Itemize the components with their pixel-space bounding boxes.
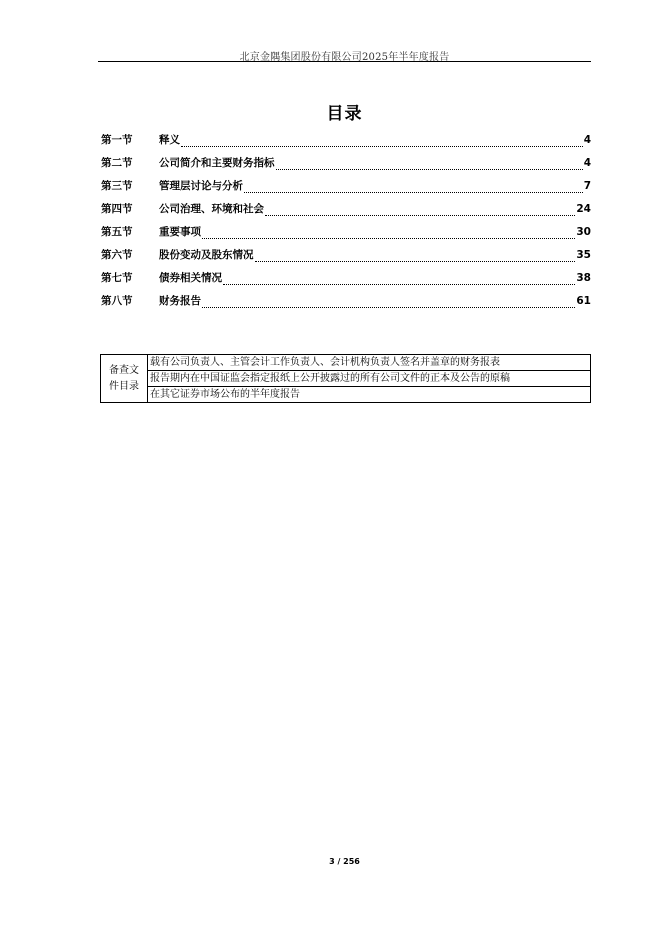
toc-page-number: 7 xyxy=(583,180,591,192)
toc-page-number: 4 xyxy=(583,134,591,146)
toc-section-number: 第八节 xyxy=(101,295,133,307)
toc-section-number: 第五节 xyxy=(101,226,133,238)
toc-page-number: 30 xyxy=(576,226,591,238)
toc-section-name: 重要事项 xyxy=(159,226,201,238)
toc-page-number: 38 xyxy=(576,272,591,284)
reference-docs-label-line: 备查文 xyxy=(109,364,139,376)
toc-section-name: 股份变动及股东情况 xyxy=(159,249,254,261)
toc-page-number: 61 xyxy=(576,295,591,307)
toc-dot-leader xyxy=(202,307,575,308)
reference-doc-item: 在其它证券市场公布的半年度报告 xyxy=(148,387,591,403)
toc-section-number: 第一节 xyxy=(101,134,133,146)
reference-docs-label-line: 件目录 xyxy=(109,380,139,392)
toc-section-name: 公司治理、环境和社会 xyxy=(159,203,264,215)
table-of-contents xyxy=(101,132,591,316)
toc-section-name: 释义 xyxy=(159,134,180,146)
toc-page-number: 24 xyxy=(576,203,591,215)
running-header: 北京金隅集团股份有限公司2025年半年度报告 xyxy=(239,52,450,63)
toc-section-name: 财务报告 xyxy=(159,295,201,307)
reference-docs-label xyxy=(101,355,148,403)
toc-entry[interactable] xyxy=(101,247,591,270)
page-number-footer: 3 / 256 xyxy=(329,857,360,866)
reference-doc-item: 报告期内在中国证监会指定报纸上公开披露过的所有公司文件的正本及公告的原稿 xyxy=(148,371,591,387)
toc-entry[interactable] xyxy=(101,201,591,224)
table-row xyxy=(101,355,591,371)
toc-entry[interactable] xyxy=(101,178,591,201)
table-row xyxy=(101,387,591,403)
toc-dot-leader xyxy=(181,146,583,147)
toc-dot-leader xyxy=(244,192,583,193)
toc-section-number: 第四节 xyxy=(101,203,133,215)
toc-section-name: 管理层讨论与分析 xyxy=(159,180,243,192)
toc-section-name: 债券相关情况 xyxy=(159,272,222,284)
toc-section-number: 第七节 xyxy=(101,272,133,284)
toc-dot-leader xyxy=(265,215,575,216)
toc-section-number: 第二节 xyxy=(101,157,133,169)
table-row xyxy=(101,371,591,387)
toc-entry[interactable] xyxy=(101,293,591,316)
toc-dot-leader xyxy=(202,238,575,239)
toc-page-number: 35 xyxy=(576,249,591,261)
toc-section-number: 第三节 xyxy=(101,180,133,192)
toc-section-name: 公司简介和主要财务指标 xyxy=(159,157,275,169)
toc-dot-leader xyxy=(223,284,575,285)
reference-documents-table xyxy=(100,354,591,403)
header-divider xyxy=(98,61,591,62)
toc-entry[interactable] xyxy=(101,132,591,155)
reference-doc-item: 载有公司负责人、主管会计工作负责人、会计机构负责人签名并盖章的财务报表 xyxy=(148,355,591,371)
toc-entry[interactable] xyxy=(101,224,591,247)
toc-dot-leader xyxy=(276,169,583,170)
toc-title: 目录 xyxy=(326,104,363,124)
toc-dot-leader xyxy=(255,261,576,262)
toc-section-number: 第六节 xyxy=(101,249,133,261)
toc-page-number: 4 xyxy=(583,157,591,169)
toc-entry[interactable] xyxy=(101,155,591,178)
toc-entry[interactable] xyxy=(101,270,591,293)
